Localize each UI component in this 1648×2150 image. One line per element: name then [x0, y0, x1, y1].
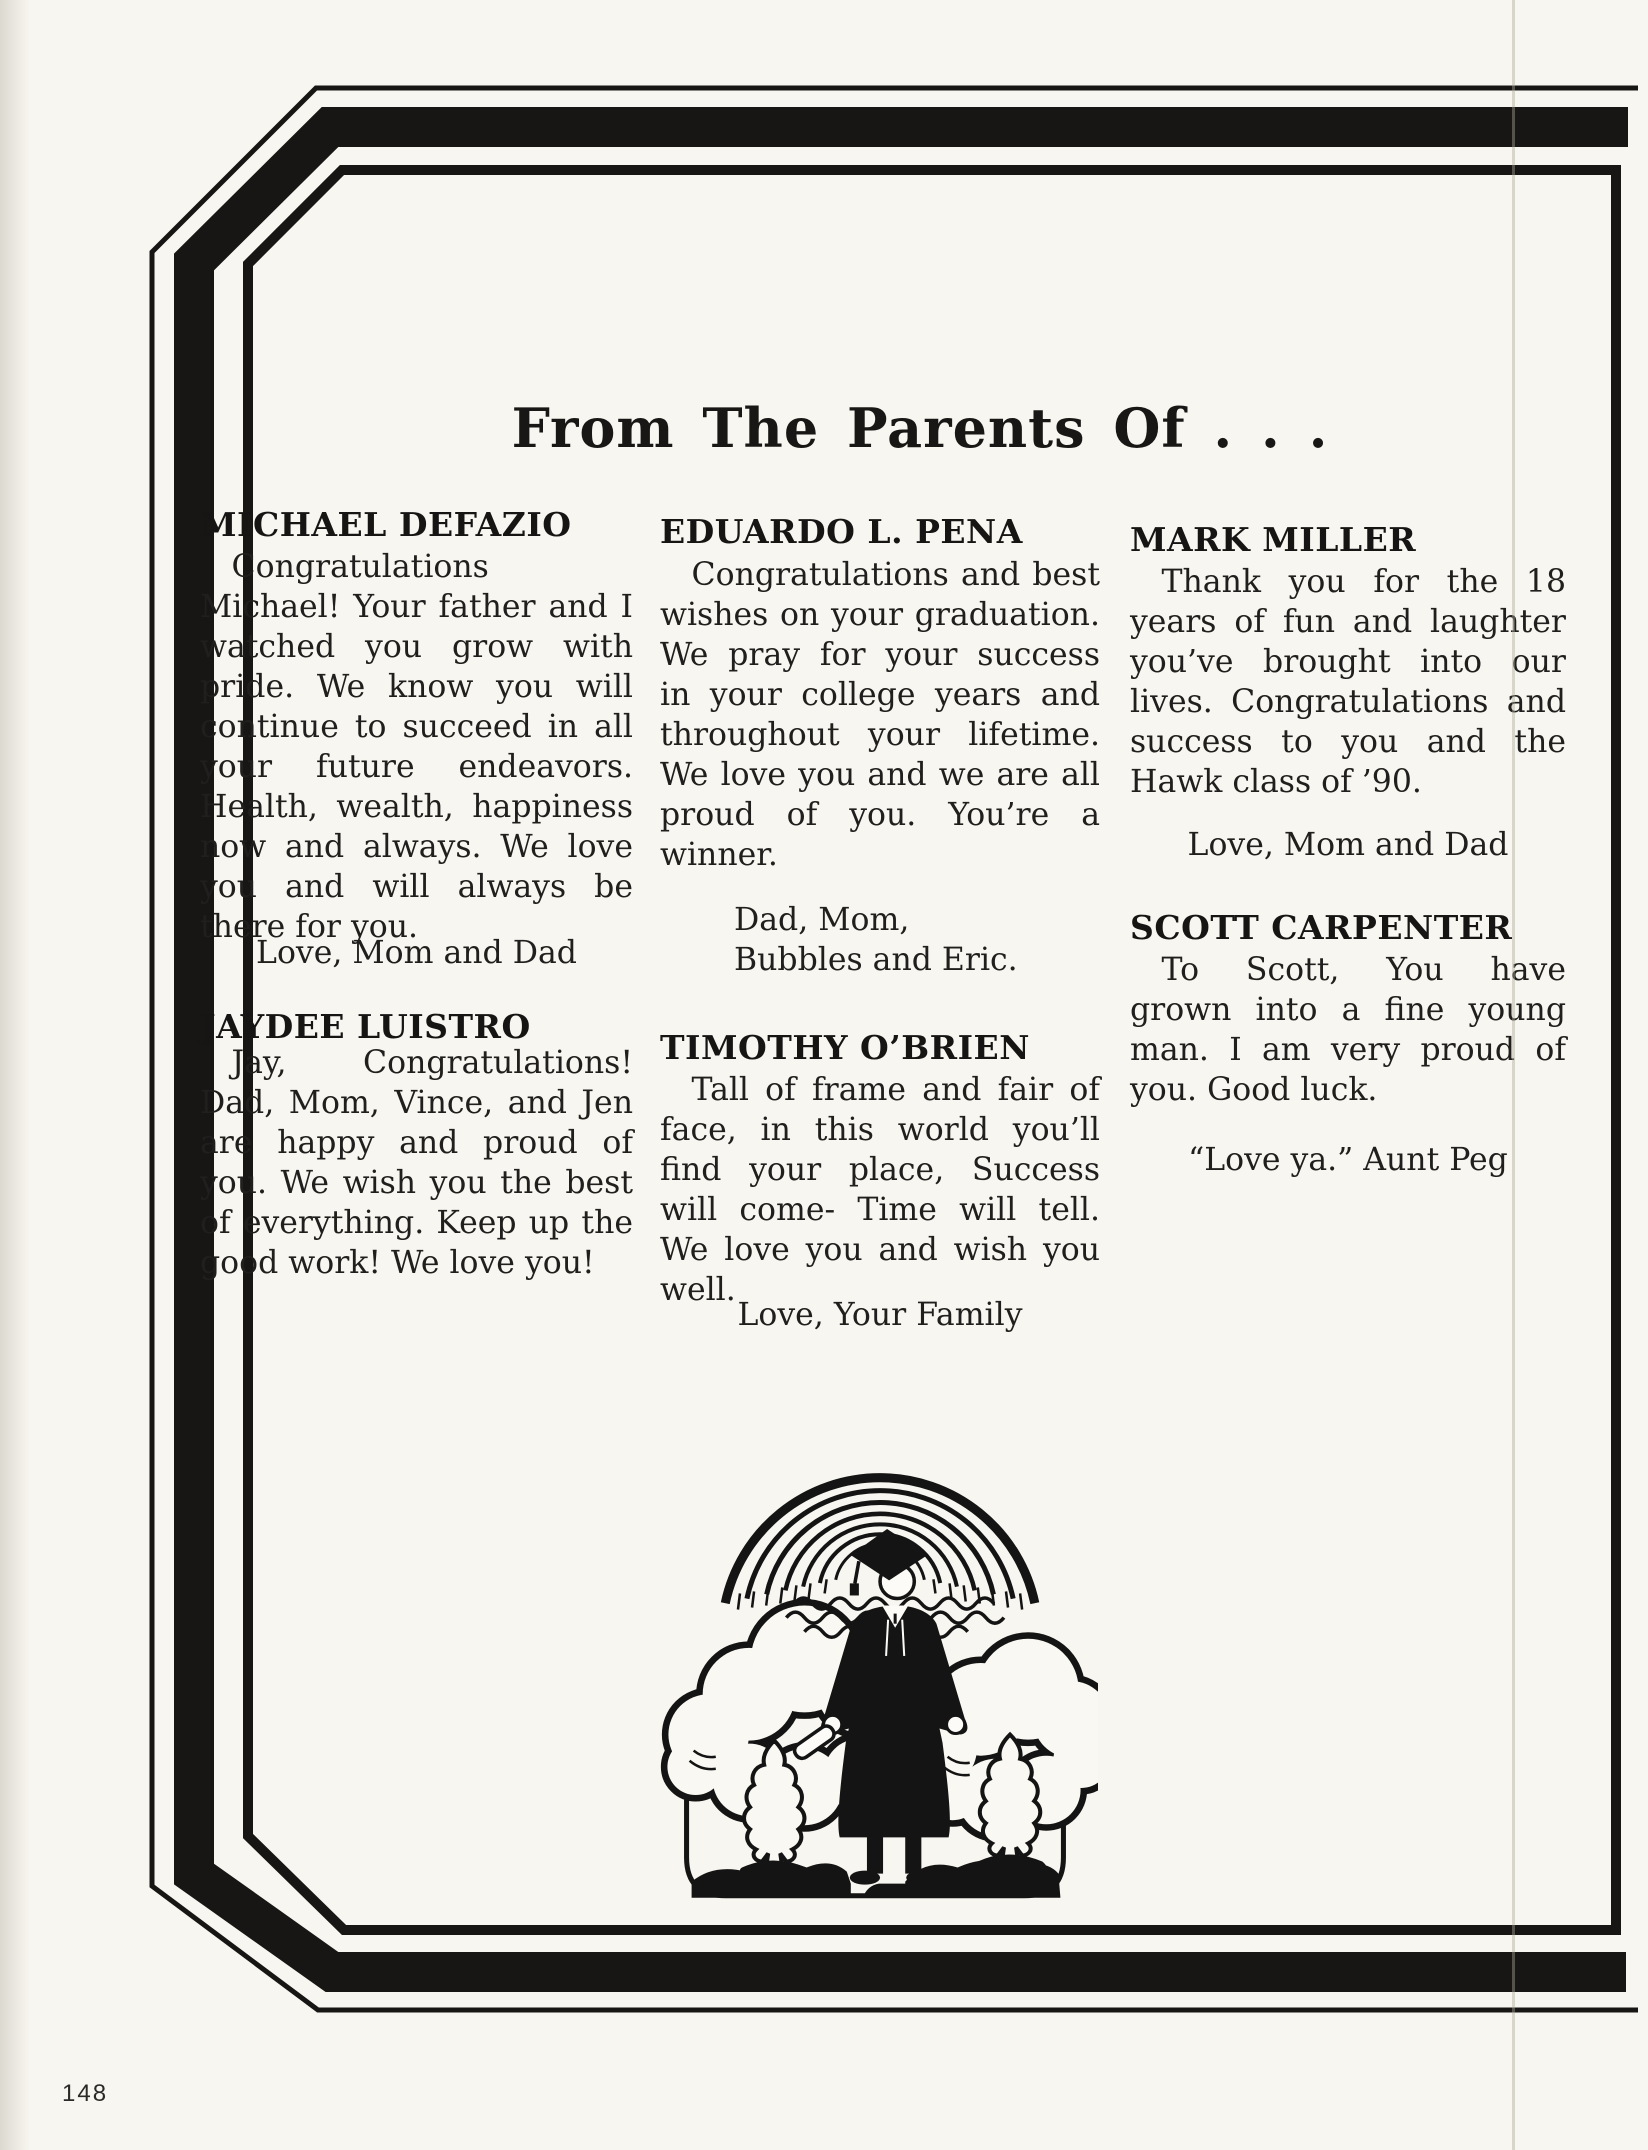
section-signature-pena: Dad, Mom, Bubbles and Eric.: [734, 902, 1018, 978]
page-number: 148: [62, 2080, 109, 2107]
section-body-defazio: Congratulations Michael! Your father and I watched you grow with pride. We know you will continue to succeed in all your future endeavors. Health, wealth, happiness now and always. We love you and will always be there for you.: [200, 549, 633, 945]
section-body-pena: Congratulations and best wishes on your graduation. We pray for your success in your college years and throughout your lifetime. We love you and we are all proud of you. You’re a winner.: [660, 557, 1100, 873]
section-heading-defazio: MICHAEL DEFAZIO: [200, 505, 572, 544]
page-title: From The Parents Of . . .: [511, 396, 1329, 460]
section-signature-obrien: Love, Your Family: [737, 1297, 1023, 1333]
graduate-rainbow-clouds-illustration: [652, 1402, 1098, 1926]
graduate-right-hand: [947, 1715, 965, 1733]
section-heading-obrien: TIMOTHY O’BRIEN: [660, 1028, 1030, 1067]
page-crease-line: [1512, 0, 1515, 2150]
section-body-luistro: Jay, Congratulations! Dad, Mom, Vince, and Jen are happy and proud of you. We wish you the best of everything. Keep up the good work! We love you!: [200, 1045, 633, 1281]
section-signature-carpenter: “Love ya.” Aunt Peg: [1188, 1142, 1508, 1178]
section-body-obrien: Tall of frame and fair of face, in this world you’ll find your place, Success will come- Time will tell. We love you and wish you well.: [660, 1072, 1100, 1308]
section-body-carpenter: To Scott, You have grown into a fine young man. I am very proud of you. Good luck.: [1130, 952, 1566, 1108]
section-heading-pena: EDUARDO L. PENA: [660, 512, 1023, 551]
section-heading-luistro: JAYDEE LUISTRO: [200, 1007, 531, 1046]
section-body-miller: Thank you for the 18 years of fun and laughter you’ve brought into our lives. Congratulations and success to you and the Hawk class of ’90.: [1130, 564, 1566, 800]
graduate-tassel: [855, 1561, 859, 1583]
section-signature-miller: Love, Mom and Dad: [1187, 827, 1509, 863]
section-heading-carpenter: SCOTT CARPENTER: [1130, 908, 1513, 947]
section-heading-miller: MARK MILLER: [1130, 520, 1417, 559]
section-signature-defazio: Love, Mom and Dad: [256, 935, 577, 971]
